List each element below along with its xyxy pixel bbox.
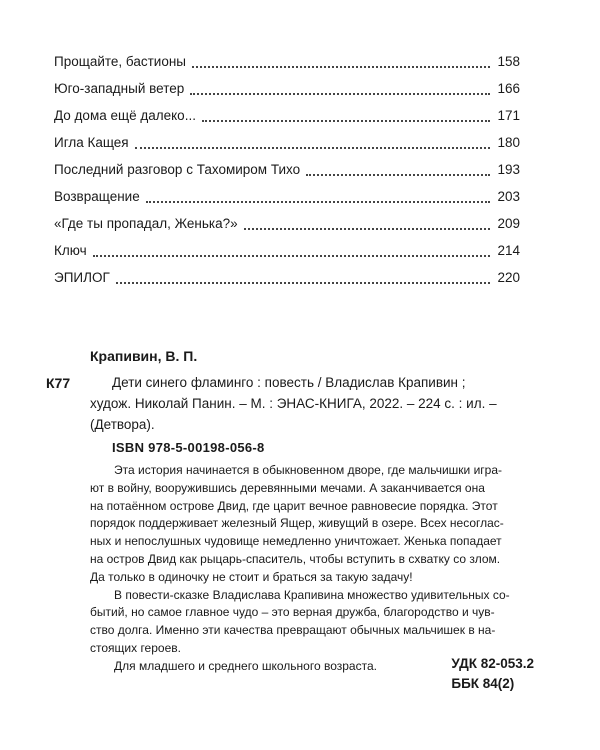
toc-entry-title: ЭПИЛОГ [54, 270, 110, 285]
card-author: Крапивин, В. П. [90, 348, 198, 364]
annotation-line: бытий, но самое главное чудо – это верная дружба, благородство и чув- [90, 605, 495, 620]
annotation-line: ют в войну, вооружившись деревянными мечами. А заканчивается она [90, 480, 485, 495]
udk-code: УДК 82-053.2 [451, 656, 534, 671]
annotation-line: ство долга. Именно эти качества превращают обычных мальчишек в на- [90, 623, 496, 638]
annotation-line: на остров Двид как рыцарь-спаситель, чтобы вступить в схватку со злом. [90, 551, 501, 566]
annotation-line: ных и непослушных чудовище немедленно уничтожает. Женька попадает [90, 534, 502, 549]
toc-entry-page: 214 [497, 243, 520, 258]
biblio-line: Дети синего фламинго : повесть / Владислав Крапивин ; [112, 375, 466, 390]
toc-entry-page: 220 [497, 270, 520, 285]
toc-entry-page: 166 [497, 81, 520, 96]
toc-entry [54, 183, 520, 210]
annotation-line: на потаённом острове Двид, где царит вечное равновесие порядка. Этот [90, 498, 498, 513]
toc-entry-page: 171 [497, 108, 520, 123]
annotation [90, 462, 526, 676]
toc-leader-dots [192, 66, 490, 68]
annotation-line: Да только в одиночку не стоит и браться за такую задачу! [90, 569, 413, 584]
table-of-contents [54, 48, 520, 291]
toc-entry-page: 209 [497, 216, 520, 231]
toc-leader-dots [244, 228, 490, 230]
toc-entry [54, 237, 520, 264]
toc-entry [54, 129, 520, 156]
biblio-line: (Детвора). [90, 417, 155, 432]
bibliographic-description [90, 372, 530, 435]
toc-entry [54, 75, 520, 102]
toc-leader-dots [135, 147, 490, 149]
annotation-line: порядок поддерживает железный Ящер, живущий в озере. Всех несоглас- [90, 516, 504, 531]
toc-leader-dots [93, 255, 490, 257]
annotation-paragraph [90, 462, 526, 587]
toc-entry [54, 102, 520, 129]
toc-entry-title: Юго-западный ветер [54, 81, 185, 96]
toc-leader-dots [306, 174, 490, 176]
classification-codes [451, 654, 534, 694]
toc-entry [54, 156, 520, 183]
toc-entry-title: Прощайте, бастионы [54, 54, 186, 69]
isbn: ISBN 978-5-00198-056-8 [112, 440, 265, 455]
bbk-code: ББК 84(2) [451, 676, 515, 691]
card-author-code: К77 [46, 375, 71, 391]
toc-entry-page: 193 [497, 162, 520, 177]
annotation-line: Эта история начинается в обыкновенном дворе, где мальчишки игра- [114, 463, 503, 477]
toc-entry-title: «Где ты пропадал, Женька?» [54, 216, 238, 231]
toc-leader-dots [202, 120, 490, 122]
toc-entry-title: Ключ [54, 243, 87, 258]
toc-leader-dots [146, 201, 490, 203]
biblio-line: худож. Николай Панин. – М. : ЭНАС-КНИГА, 2022. – 224 с. : ил. – [90, 396, 497, 411]
annotation-paragraph [90, 587, 526, 658]
toc-entry-title: Последний разговор с Тахомиром Тихо [54, 162, 301, 177]
annotation-line: стоящих героев. [90, 640, 181, 655]
toc-entry [54, 264, 520, 291]
toc-entry [54, 48, 520, 75]
toc-entry-page: 203 [497, 189, 520, 204]
toc-entry-page: 180 [497, 135, 520, 150]
toc-entry-title: Игла Кащея [54, 135, 129, 150]
toc-leader-dots [116, 282, 490, 284]
annotation-line: Для младшего и среднего школьного возраста. [114, 658, 377, 673]
annotation-line: В повести-сказке Владислава Крапивина множество удивительных со- [114, 587, 510, 602]
toc-entry-title: До дома ещё далеко... [54, 108, 196, 123]
toc-entry-title: Возвращение [54, 189, 140, 204]
toc-leader-dots [190, 93, 490, 95]
toc-entry-page: 158 [497, 54, 520, 69]
toc-entry [54, 210, 520, 237]
